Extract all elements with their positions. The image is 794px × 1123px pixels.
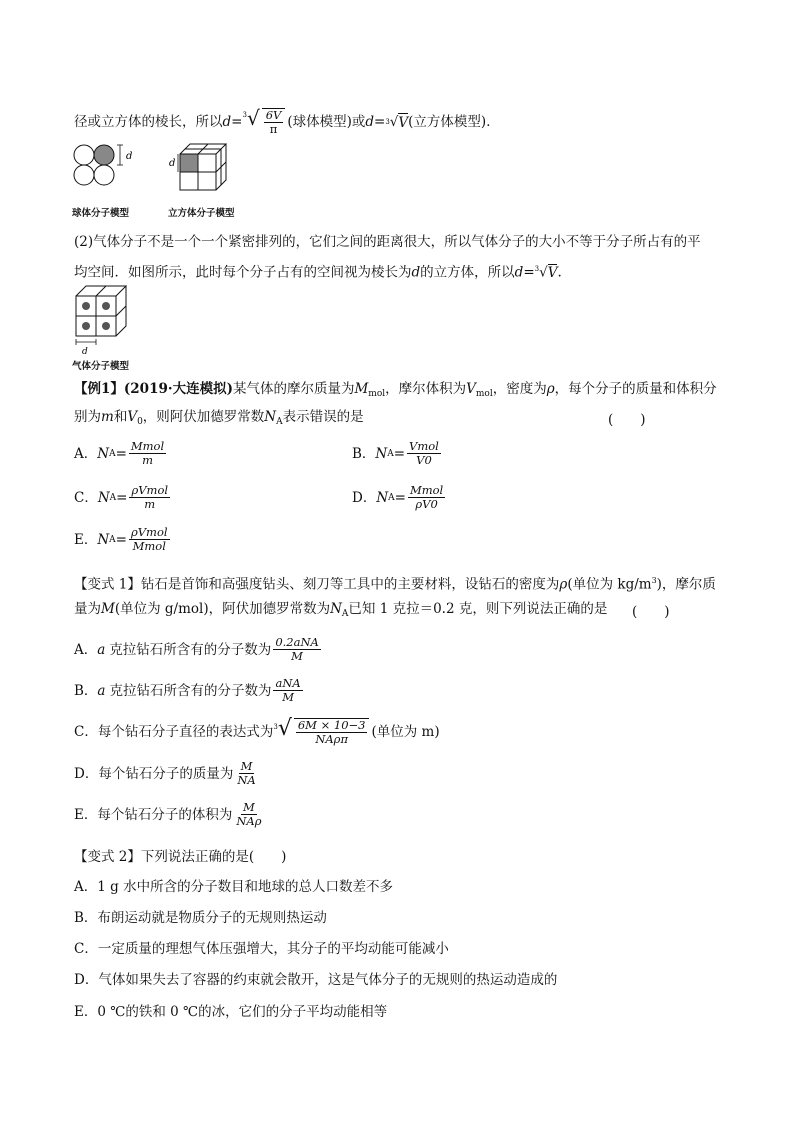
var-n: N bbox=[375, 445, 388, 462]
option-label: A． bbox=[74, 641, 98, 658]
variant2-option-a[interactable]: A．1 g 水中所含的分子数目和地球的总人口数差不多 bbox=[74, 879, 394, 895]
subscript-a: A bbox=[109, 448, 116, 459]
fraction-den: M bbox=[282, 690, 294, 704]
example-text: ，每个分子的质量和体积分 bbox=[554, 381, 717, 397]
answer-bracket: ( ) bbox=[632, 604, 670, 620]
fraction-den: NAρ bbox=[236, 814, 262, 828]
para2-line1: (2)气体分子不是一个一个紧密排列的，它们之间的距离很大，所以气体分子的大小不等于分子所占有的平 bbox=[74, 234, 701, 250]
root-index: 3 bbox=[242, 111, 247, 119]
var-n: N bbox=[97, 489, 110, 506]
variant2-option-c[interactable]: C．一定质量的理想气体压强增大，其分子的平均动能可能减小 bbox=[74, 941, 449, 957]
svg-text:d: d bbox=[126, 151, 133, 162]
var-v: V bbox=[127, 409, 138, 425]
variant-text: 已知 1 克拉＝0.2 克，则下列说法正确的是 bbox=[348, 601, 608, 617]
variant1-option-b[interactable] bbox=[74, 677, 305, 704]
svg-text:d: d bbox=[82, 347, 88, 356]
root-index: 3 bbox=[273, 723, 278, 731]
var-d: d bbox=[365, 114, 375, 130]
subscript-a: A bbox=[109, 534, 116, 545]
subscript-mol: mol bbox=[368, 389, 386, 399]
option-text: 每个钻石分子的体积为 bbox=[97, 806, 233, 823]
variant1-option-e[interactable] bbox=[74, 801, 266, 828]
option-label: E． bbox=[74, 531, 98, 548]
radical-sign: √ bbox=[389, 114, 399, 130]
variant2-option-b[interactable]: B．布朗运动就是物质分子的无规则热运动 bbox=[74, 910, 327, 926]
var-rho: ρ bbox=[559, 576, 568, 593]
option-fraction bbox=[294, 718, 370, 746]
variant-tag: 【变式 1】 bbox=[74, 576, 141, 593]
var-d: d bbox=[514, 264, 524, 281]
fraction-den: π bbox=[269, 122, 278, 136]
variant-text: 量为 bbox=[74, 601, 101, 617]
subscript-zero: 0 bbox=[137, 417, 143, 427]
fraction-num: ρVmol bbox=[130, 525, 168, 539]
option-label: B． bbox=[74, 682, 98, 699]
variant-text: )，摩尔质 bbox=[656, 576, 716, 593]
para2-text: 的立方体，所以 bbox=[420, 264, 515, 281]
intro-text: 径或立方体的棱长，所以 bbox=[74, 114, 223, 130]
subscript-mol: mol bbox=[475, 389, 493, 399]
variant-text: 下列说法正确的是( ) bbox=[140, 849, 287, 865]
radical-sign: √ bbox=[246, 106, 260, 130]
variant2-option-d[interactable]: D．气体如果失去了容器的约束就会散开，这是气体分子的无规则的热运动造成的 bbox=[74, 972, 558, 988]
fraction-num: ρVmol bbox=[131, 483, 169, 497]
example1-option-a[interactable] bbox=[74, 440, 168, 467]
option-text: 克拉钻石所含有的分子数为 bbox=[109, 682, 272, 699]
fraction-6v-pi bbox=[262, 108, 286, 136]
var-rho: ρ bbox=[546, 381, 555, 397]
var-v: V bbox=[547, 264, 558, 281]
example-source: (2019·大连模拟) bbox=[123, 381, 233, 397]
subscript-a: A bbox=[387, 448, 394, 459]
gas-model-figure bbox=[72, 284, 138, 356]
para2-text: 均空间．如图所示，此时每个分子占有的空间视为棱长为 bbox=[74, 264, 412, 281]
fraction-num: 0.2aNA bbox=[275, 635, 319, 649]
variant1-line1 bbox=[74, 572, 716, 594]
example-text: ，密度为 bbox=[492, 381, 547, 397]
equals-sign: = bbox=[116, 489, 128, 506]
svg-text:d: d bbox=[169, 158, 176, 169]
radical-sign: √ bbox=[277, 716, 292, 741]
option-fraction bbox=[129, 484, 170, 511]
equals-sign: = bbox=[115, 531, 127, 548]
fraction-den: M bbox=[291, 649, 303, 663]
var-n: N bbox=[97, 445, 110, 462]
fraction-num: Mmol bbox=[130, 439, 165, 453]
option-label: C． bbox=[74, 489, 98, 506]
subscript-a: A bbox=[341, 609, 349, 619]
example-text: 表示错误的是 bbox=[282, 409, 364, 425]
var-a: a bbox=[97, 641, 106, 658]
variant-text: (单位为 kg/m bbox=[567, 576, 652, 593]
option-text: 每个钻石分子直径的表达式为 bbox=[97, 724, 274, 740]
fraction-num: aNA bbox=[275, 676, 301, 690]
variant2-option-e[interactable]: E．0 ℃的铁和 0 ℃的冰，它们的分子平均动能相等 bbox=[74, 1004, 388, 1020]
option-label: D． bbox=[74, 765, 99, 782]
option-label: E． bbox=[74, 806, 98, 823]
cube-model-figure bbox=[165, 140, 245, 196]
superscript-3: 3 bbox=[651, 576, 657, 585]
option-text: 克拉钻石所含有的分子数为 bbox=[109, 641, 272, 658]
intro-line bbox=[74, 108, 500, 136]
answer-bracket: ( ) bbox=[608, 412, 646, 428]
variant-tag: 【变式 2】 bbox=[74, 849, 141, 865]
example-text: ，摩尔体积为 bbox=[385, 381, 467, 397]
example-text: 某气体的摩尔质量为 bbox=[232, 381, 355, 397]
variant1-option-c[interactable] bbox=[74, 718, 440, 746]
sphere-model-figure bbox=[72, 142, 142, 190]
period: . bbox=[557, 264, 562, 281]
equals-sign: = bbox=[393, 445, 406, 462]
fraction-den: ρV0 bbox=[415, 497, 438, 511]
var-a: a bbox=[97, 682, 106, 699]
option-fraction bbox=[407, 440, 441, 467]
fraction-den: NA bbox=[237, 773, 256, 787]
equals-sign: = bbox=[374, 114, 386, 130]
option-label: A． bbox=[74, 445, 98, 462]
example-text: ，则阿伏加德罗常数 bbox=[142, 409, 265, 425]
para2-line2 bbox=[74, 260, 562, 282]
fraction-num: 6V bbox=[265, 108, 282, 122]
sphere-caption: 球体分子模型 bbox=[72, 208, 130, 219]
radical-sign: √ bbox=[539, 264, 548, 281]
option-fraction bbox=[408, 484, 445, 511]
cube-root-formula bbox=[242, 108, 287, 136]
gas-caption: 气体分子模型 bbox=[72, 361, 130, 372]
option-fraction bbox=[273, 636, 321, 663]
option-fraction bbox=[129, 440, 166, 467]
fraction-den: m bbox=[144, 497, 156, 511]
example-tag: 【例1】 bbox=[74, 381, 124, 397]
option-fraction bbox=[273, 677, 302, 704]
fraction-num: Mmol bbox=[409, 483, 444, 497]
root-index: 3 bbox=[534, 265, 540, 273]
fraction-num: Vmol bbox=[409, 439, 439, 453]
fraction-num: M bbox=[243, 800, 255, 814]
fraction-den: Mmol bbox=[132, 539, 166, 553]
example1-line2 bbox=[74, 408, 364, 431]
var-n: N bbox=[376, 489, 389, 506]
variant-text: 钻石是首饰和高强度钻头、刻刀等工具中的主要材料，设钻石的密度为 bbox=[140, 576, 560, 593]
var-d: d bbox=[222, 114, 232, 130]
equals-sign: = bbox=[523, 264, 535, 281]
subscript-a: A bbox=[109, 492, 117, 503]
var-n: N bbox=[97, 531, 110, 548]
var-v: V bbox=[466, 381, 476, 397]
var-m-lower: m bbox=[101, 409, 114, 425]
fraction-num: 6M × 10−3 bbox=[297, 718, 366, 732]
option-fraction bbox=[235, 760, 257, 787]
cube-root-formula bbox=[273, 718, 371, 746]
equals-sign: = bbox=[394, 489, 406, 506]
root-index: 3 bbox=[385, 118, 390, 126]
subscript-a: A bbox=[388, 492, 395, 503]
fraction-den: m bbox=[142, 453, 153, 467]
fraction-den: NAρπ bbox=[315, 732, 348, 746]
unit-text: (单位为 m) bbox=[371, 724, 440, 740]
subscript-a: A bbox=[276, 417, 283, 427]
option-label: D． bbox=[352, 489, 377, 506]
equals-sign: = bbox=[115, 445, 127, 462]
option-fraction bbox=[129, 526, 170, 553]
example1-line1 bbox=[74, 380, 717, 403]
var-n: N bbox=[330, 601, 342, 617]
cube-caption: 立方体分子模型 bbox=[168, 208, 235, 219]
option-text: 每个钻石分子的质量为 bbox=[98, 765, 234, 782]
example1-option-b[interactable] bbox=[352, 440, 443, 467]
var-m: M bbox=[101, 601, 115, 617]
option-label: C． bbox=[74, 724, 98, 740]
equals-sign: = bbox=[231, 114, 243, 130]
variant1-line2 bbox=[74, 600, 607, 623]
example-text: 和 bbox=[113, 409, 128, 425]
option-label: B． bbox=[352, 445, 376, 462]
var-v: V bbox=[398, 114, 409, 131]
example1-option-d[interactable] bbox=[352, 484, 447, 511]
sphere-model-text: (球体模型)或 bbox=[287, 114, 366, 130]
variant-text: (单位为 g/mol)，阿伏加德罗常数为 bbox=[114, 601, 331, 617]
cube-model-text: (立方体模型)． bbox=[408, 114, 500, 130]
example1-option-e[interactable] bbox=[74, 526, 172, 553]
option-fraction bbox=[234, 801, 263, 828]
variant1-option-d[interactable] bbox=[74, 760, 260, 787]
var-m: M bbox=[354, 381, 369, 397]
var-n: N bbox=[264, 409, 277, 425]
fraction-den: V0 bbox=[416, 453, 432, 467]
example-text: 别为 bbox=[74, 409, 101, 425]
var-d: d bbox=[411, 264, 421, 281]
variant2-stem bbox=[74, 848, 286, 866]
fraction-num: M bbox=[240, 759, 253, 773]
example1-option-c[interactable] bbox=[74, 484, 172, 511]
variant1-option-a[interactable] bbox=[74, 636, 323, 663]
